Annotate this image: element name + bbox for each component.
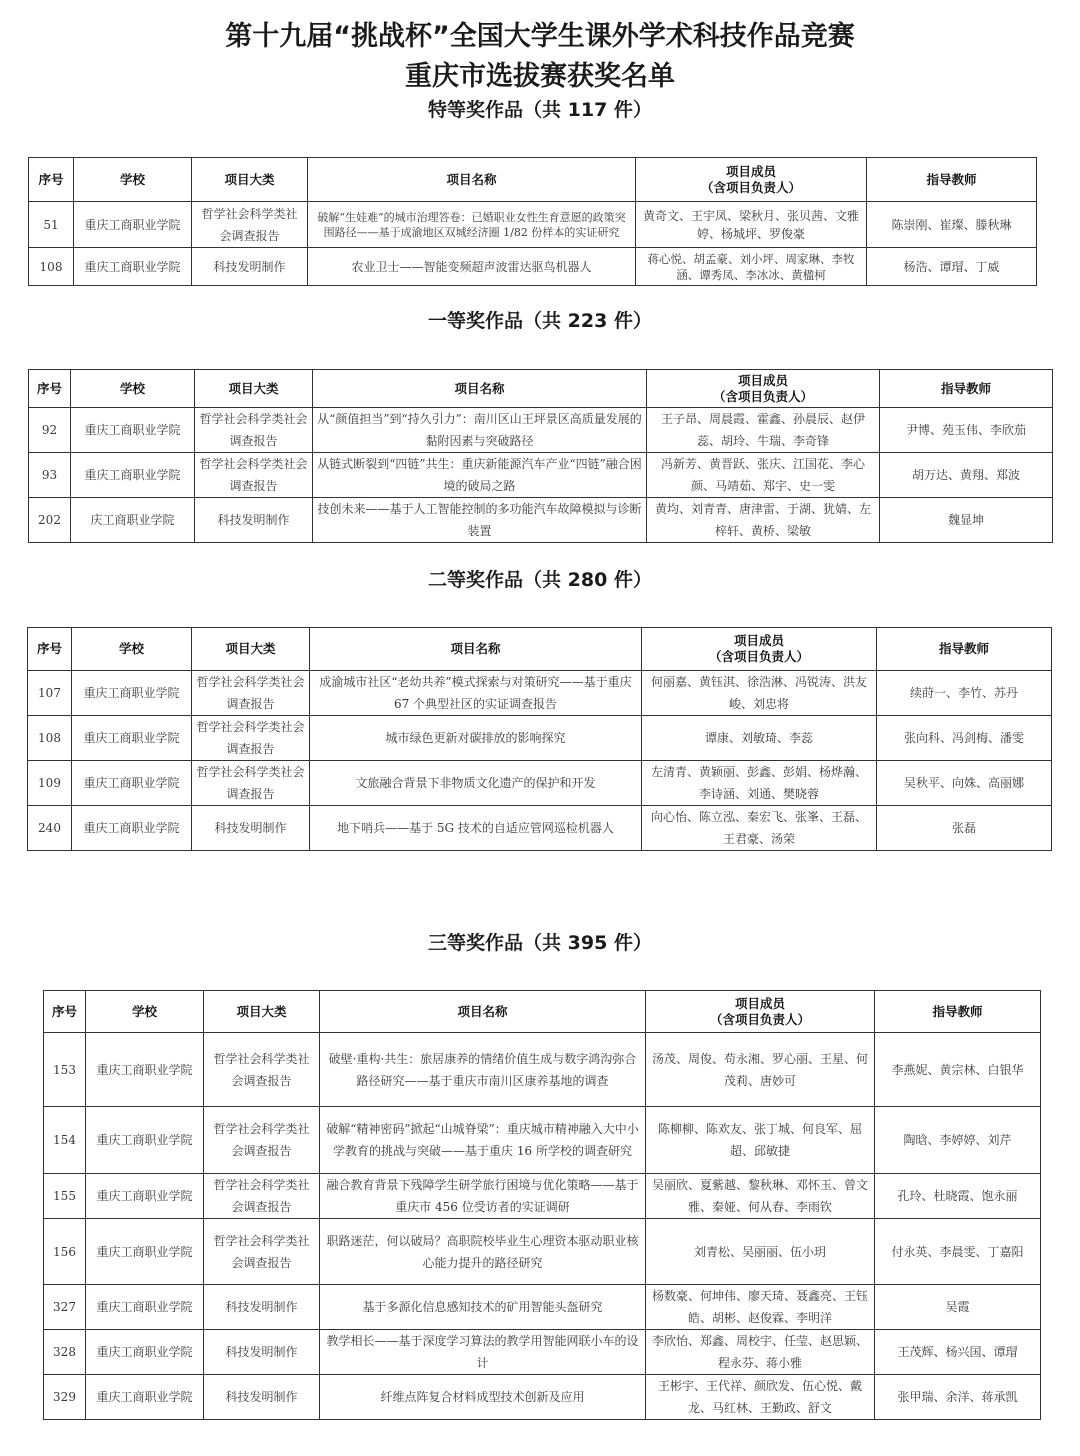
col-header-members-line2: （含项目负责人） <box>700 179 801 195</box>
cell-advisor: 王茂辉、杨兴国、谭瑁 <box>875 1330 1041 1375</box>
col-header-members-line1: 项目成员 <box>737 372 788 388</box>
cell-advisor: 李燕妮、黄宗林、白银华 <box>875 1033 1041 1107</box>
table-row <box>29 453 1053 498</box>
cell-advisor: 张甲瑞、余洋、蒋承凯 <box>875 1375 1041 1420</box>
cell-members: 杨数豪、何坤伟、廖天琦、聂鑫亮、王钰皓、胡彬、赵俊霖、李明洋 <box>646 1285 875 1330</box>
cell-project-name: 职路迷茫，何以破局？高职院校毕业生心理资本驱动职业核心能力提升的路径研究 <box>320 1219 646 1285</box>
cell-members: 谭康、刘敏琦、李蕊 <box>642 716 877 761</box>
table-header-row <box>29 158 1037 202</box>
cell-no: 202 <box>29 498 71 543</box>
col-header-members-line1: 项目成员 <box>734 995 785 1011</box>
cell-advisor: 付永英、李晨雯、丁嘉阳 <box>875 1219 1041 1285</box>
cell-no: 153 <box>44 1033 86 1107</box>
cell-project-name: 破壁·重构·共生：旅居康养的情绪价值生成与数字鸿沟弥合路径研究——基于重庆市南川区康养基地的调查 <box>320 1033 646 1107</box>
cell-no: 327 <box>44 1285 86 1330</box>
cell-project-name: 技创未来——基于人工智能控制的多功能汽车故障模拟与诊断装置 <box>313 498 647 543</box>
cell-advisor: 魏显坤 <box>880 498 1053 543</box>
cell-advisor: 孔玲、杜晓霞、饱永丽 <box>875 1174 1041 1219</box>
table-header-row <box>44 991 1041 1033</box>
col-header-members <box>642 628 877 671</box>
cell-project-name: 文旅融合背景下非物质文化遗产的保护和开发 <box>310 761 642 806</box>
cell-members: 何丽嘉、黄钰淇、徐浩淋、冯锐涛、洪友峻、刘忠将 <box>642 671 877 716</box>
col-header-name: 项目名称 <box>320 991 646 1033</box>
table-row <box>28 761 1052 806</box>
section-title-special: 特等奖作品（共 117 件） <box>428 99 652 121</box>
cell-school: 重庆工商职业学院 <box>86 1219 204 1285</box>
cell-category: 哲学社会科学类社会调查报告 <box>204 1219 320 1285</box>
table-row <box>28 806 1052 851</box>
cell-school: 重庆工商职业学院 <box>71 453 195 498</box>
cell-advisor: 杨浩、谭瑁、丁威 <box>867 248 1037 286</box>
third-award-table <box>43 990 1041 1420</box>
cell-members: 左清青、黄颖丽、彭鑫、彭娟、杨烨瀚、李诗涵、刘通、樊晓蓉 <box>642 761 877 806</box>
table-row <box>44 1174 1041 1219</box>
cell-no: 154 <box>44 1107 86 1174</box>
cell-members: 王彬宇、王代祥、颜欣发、伍心悦、戴龙、马红林、王勤政、舒文 <box>646 1375 875 1420</box>
cell-no: 107 <box>28 671 72 716</box>
cell-school: 重庆工商职业学院 <box>72 671 192 716</box>
cell-project-name: 破解“精神密码”掀起“山城脊梁”：重庆城市精神融入大中小学教育的挑战与突破——基于重庆 16 所学校的调查研究 <box>320 1107 646 1174</box>
col-header-category: 项目大类 <box>204 991 320 1033</box>
cell-advisor: 续莳一、李竹、苏丹 <box>877 671 1052 716</box>
cell-school: 重庆工商职业学院 <box>86 1107 204 1174</box>
cell-category: 科技发明制作 <box>204 1285 320 1330</box>
table-row <box>29 408 1053 453</box>
table-row <box>28 716 1052 761</box>
cell-members: 刘青松、吴丽丽、伍小玥 <box>646 1219 875 1285</box>
cell-school: 重庆工商职业学院 <box>86 1174 204 1219</box>
cell-members: 黄均、刘青青、唐津雷、于湖、犹婧、左梓轩、黄桥、梁敏 <box>647 498 880 543</box>
col-header-no: 序号 <box>29 158 74 202</box>
cell-no: 51 <box>29 202 74 248</box>
cell-no: 93 <box>29 453 71 498</box>
col-header-members-line2: （含项目负责人） <box>712 388 813 404</box>
cell-advisor: 陶晗、李婷婷、刘芹 <box>875 1107 1041 1174</box>
cell-advisor: 张向科、冯剑梅、潘雯 <box>877 716 1052 761</box>
col-header-no: 序号 <box>44 991 86 1033</box>
cell-no: 240 <box>28 806 72 851</box>
cell-school: 重庆工商职业学院 <box>86 1375 204 1420</box>
cell-project-name: 基于多源化信息感知技术的矿用智能头盔研究 <box>320 1285 646 1330</box>
cell-no: 92 <box>29 408 71 453</box>
table-row <box>44 1107 1041 1174</box>
table-row <box>28 671 1052 716</box>
col-header-school: 学校 <box>86 991 204 1033</box>
cell-project-name: 地下哨兵——基于 5G 技术的自适应管网巡检机器人 <box>310 806 642 851</box>
first-award-table <box>28 369 1053 543</box>
cell-category: 科技发明制作 <box>192 806 310 851</box>
page-subtitle: 重庆市选拔赛获奖名单 <box>405 61 675 92</box>
table-header-row <box>29 370 1053 408</box>
col-header-members <box>646 991 875 1033</box>
cell-advisor: 胡万达、黄翔、郑波 <box>880 453 1053 498</box>
cell-no: 109 <box>28 761 72 806</box>
cell-school: 重庆工商职业学院 <box>72 761 192 806</box>
cell-no: 108 <box>29 248 74 286</box>
cell-category: 哲学社会科学类社会调查报告 <box>192 716 310 761</box>
cell-category: 科技发明制作 <box>192 248 308 286</box>
col-header-school: 学校 <box>74 158 192 202</box>
cell-category: 科技发明制作 <box>204 1330 320 1375</box>
table-header-row <box>28 628 1052 671</box>
col-header-category: 项目大类 <box>192 628 310 671</box>
cell-members: 向心怡、陈立泓、秦宏飞、张峯、王磊、王君豪、汤荣 <box>642 806 877 851</box>
col-header-members <box>647 370 880 408</box>
cell-category: 哲学社会科学类社会调查报告 <box>192 671 310 716</box>
col-header-category: 项目大类 <box>192 158 308 202</box>
cell-members: 李欣怡、郑鑫、周校宇、任莹、赵思颖、程永芬、蒋小雅 <box>646 1330 875 1375</box>
col-header-school: 学校 <box>72 628 192 671</box>
col-header-members-line2: （含项目负责人） <box>709 1011 810 1027</box>
cell-advisor: 吴霞 <box>875 1285 1041 1330</box>
cell-no: 329 <box>44 1375 86 1420</box>
cell-members: 汤茂、周俊、苟永湘、罗心丽、王星、何茂莉、唐妙可 <box>646 1033 875 1107</box>
cell-advisor: 尹博、苑玉伟、李欣茄 <box>880 408 1053 453</box>
table-row <box>44 1219 1041 1285</box>
col-header-members-line1: 项目成员 <box>725 163 776 179</box>
section-title-first: 一等奖作品（共 223 件） <box>428 310 652 332</box>
special-award-table <box>28 157 1037 286</box>
cell-advisor: 陈崇刚、崔璨、滕秋琳 <box>867 202 1037 248</box>
cell-members: 吴丽欣、夏紫越、黎秋琳、邓怀玉、曾文雅、秦娅、何从春、李雨钦 <box>646 1174 875 1219</box>
section-title-second: 二等奖作品（共 280 件） <box>428 569 652 591</box>
col-header-name: 项目名称 <box>308 158 636 202</box>
col-header-advisor: 指导教师 <box>877 628 1052 671</box>
cell-category: 哲学社会科学类社会调查报告 <box>195 408 313 453</box>
cell-category: 哲学社会科学类社会调查报告 <box>204 1107 320 1174</box>
cell-no: 328 <box>44 1330 86 1375</box>
col-header-school: 学校 <box>71 370 195 408</box>
col-header-members <box>636 158 867 202</box>
cell-project-name: 融合教育背景下残障学生研学旅行困境与优化策略——基于重庆市 456 位受访者的实证调研 <box>320 1174 646 1219</box>
col-header-members-line2: （含项目负责人） <box>708 649 809 664</box>
col-header-name: 项目名称 <box>310 628 642 671</box>
cell-project-name: 成渝城市社区“老幼共养”模式探索与对策研究——基于重庆 67 个典型社区的实证调查报告 <box>310 671 642 716</box>
cell-members: 陈柳柳、陈欢友、张丁城、何良军、屈超、邱敏捷 <box>646 1107 875 1174</box>
table-row <box>44 1330 1041 1375</box>
cell-members: 蒋心悦、胡孟豪、刘小坪、周家琳、李牧涵、谭秀凤、李冰冰、黄楹柯 <box>636 248 867 286</box>
cell-no: 108 <box>28 716 72 761</box>
cell-school: 重庆工商职业学院 <box>71 408 195 453</box>
cell-school: 重庆工商职业学院 <box>74 202 192 248</box>
cell-members: 王子昂、周晨霞、霍鑫、孙晨辰、赵伊蕊、胡玲、牛瑞、李奇锋 <box>647 408 880 453</box>
cell-category: 哲学社会科学类社会调查报告 <box>204 1033 320 1107</box>
cell-school: 重庆工商职业学院 <box>86 1033 204 1107</box>
table-row <box>44 1033 1041 1107</box>
cell-advisor: 张磊 <box>877 806 1052 851</box>
cell-school: 庆工商职业学院 <box>71 498 195 543</box>
cell-category: 科技发明制作 <box>204 1375 320 1420</box>
cell-category: 科技发明制作 <box>195 498 313 543</box>
col-header-category: 项目大类 <box>195 370 313 408</box>
cell-school: 重庆工商职业学院 <box>74 248 192 286</box>
page-title: 第十九届“挑战杯”全国大学生课外学术科技作品竞赛 <box>225 21 855 52</box>
col-header-advisor: 指导教师 <box>875 991 1041 1033</box>
cell-project-name: 破解“生娃难”的城市治理答卷：已婚职业女性生育意愿的政策突围路径——基于成渝地区双城经济圈 1/82 份样本的实证研究 <box>308 202 636 248</box>
table-row <box>29 248 1037 286</box>
cell-category: 哲学社会科学类社会调查报告 <box>204 1174 320 1219</box>
cell-project-name: 教学相长——基于深度学习算法的教学用智能网联小车的设计 <box>320 1330 646 1375</box>
table-row <box>29 202 1037 248</box>
col-header-no: 序号 <box>28 628 72 671</box>
col-header-advisor: 指导教师 <box>880 370 1053 408</box>
cell-advisor: 吴秋平、向姝、高丽娜 <box>877 761 1052 806</box>
cell-members: 黄奇文、王宇凤、梁秋月、张贝茜、文雅婷、杨城坪、罗俊豪 <box>636 202 867 248</box>
cell-school: 重庆工商职业学院 <box>86 1285 204 1330</box>
section-title-third: 三等奖作品（共 395 件） <box>428 932 652 954</box>
cell-project-name: 纤维点阵复合材料成型技术创新及应用 <box>320 1375 646 1420</box>
col-header-name: 项目名称 <box>313 370 647 408</box>
cell-project-name: 从链式断裂到“四链”共生：重庆新能源汽车产业“四链”融合困境的破局之路 <box>313 453 647 498</box>
table-row <box>44 1285 1041 1330</box>
cell-no: 155 <box>44 1174 86 1219</box>
cell-category: 哲学社会科学类社会调查报告 <box>192 761 310 806</box>
cell-project-name: 从“颜值担当”到“持久引力”：南川区山王坪景区高质量发展的黏附因素与突破路径 <box>313 408 647 453</box>
second-award-table <box>27 627 1052 851</box>
col-header-members-line1: 项目成员 <box>733 633 784 648</box>
cell-category: 哲学社会科学类社会调查报告 <box>192 202 308 248</box>
col-header-advisor: 指导教师 <box>867 158 1037 202</box>
table-row <box>29 498 1053 543</box>
cell-school: 重庆工商职业学院 <box>72 716 192 761</box>
cell-category: 哲学社会科学类社会调查报告 <box>195 453 313 498</box>
cell-project-name: 城市绿色更新对碳排放的影响探究 <box>310 716 642 761</box>
cell-school: 重庆工商职业学院 <box>86 1330 204 1375</box>
cell-school: 重庆工商职业学院 <box>72 806 192 851</box>
cell-no: 156 <box>44 1219 86 1285</box>
cell-project-name: 农业卫士——智能变频超声波雷达驱鸟机器人 <box>308 248 636 286</box>
cell-members: 冯新芳、黄晋跃、张庆、江国花、李心颜、马靖茹、郑宇、史一雯 <box>647 453 880 498</box>
col-header-no: 序号 <box>29 370 71 408</box>
table-row <box>44 1375 1041 1420</box>
